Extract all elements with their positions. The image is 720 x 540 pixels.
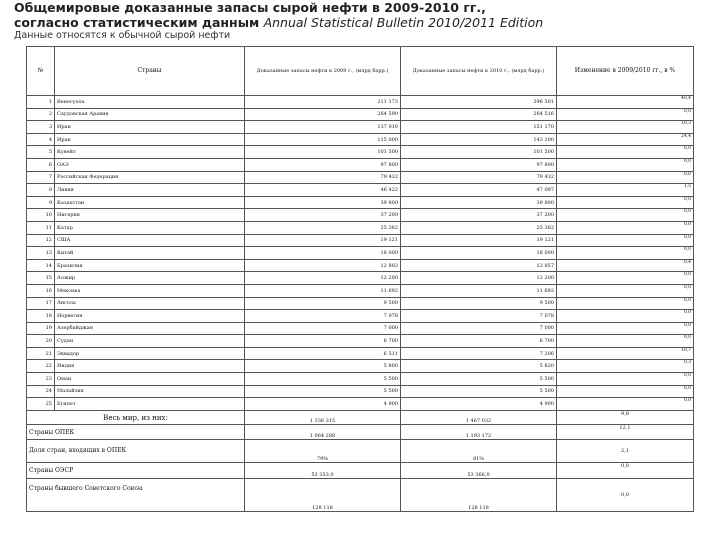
row-reserves-2009: 5 800: [245, 360, 401, 373]
row-change-pct: 0,0: [557, 209, 694, 222]
row-reserves-2009: 19 121: [245, 234, 401, 247]
row-reserves-2009: 37 200: [245, 209, 401, 222]
row-number: 11: [27, 221, 55, 234]
summary-2010: 1 193 172: [401, 425, 557, 440]
row-country: Азербайджан: [55, 322, 245, 335]
row-change-pct: 1,5: [557, 184, 694, 197]
header-change: Изменение в 2009/2010 гг., в %: [557, 47, 694, 96]
row-number: 19: [27, 322, 55, 335]
row-number: 18: [27, 310, 55, 323]
row-country: Алжир: [55, 272, 245, 285]
row-change-pct: 0,0: [557, 196, 694, 209]
row-reserves-2010: 7 206: [401, 347, 557, 360]
row-country: Эквадор: [55, 347, 245, 360]
summary-row-world: [27, 410, 694, 425]
row-country: Мексика: [55, 284, 245, 297]
row-number: 15: [27, 272, 55, 285]
row-reserves-2009: 137 010: [245, 121, 401, 134]
table-row: [27, 297, 694, 310]
summary-2010: 81%: [401, 439, 557, 462]
row-change-pct: 0,0: [557, 158, 694, 171]
table-row: [27, 284, 694, 297]
row-country: Египет: [55, 398, 245, 411]
row-reserves-2010: 264 516: [401, 108, 557, 121]
table-row: [27, 196, 694, 209]
row-change-pct: 0,0: [557, 398, 694, 411]
row-number: 2: [27, 108, 55, 121]
summary-label: Страны ОПЕК: [27, 425, 245, 440]
row-reserves-2010: 47 097: [401, 184, 557, 197]
summary-2009: 53 353,0: [245, 462, 401, 478]
summary-pct: 2,1: [557, 439, 694, 462]
row-country: Казахстан: [55, 196, 245, 209]
row-country: Китай: [55, 247, 245, 260]
row-change-pct: 0,0: [557, 322, 694, 335]
row-reserves-2009: 18 000: [245, 247, 401, 260]
summary-pct: 9,8: [557, 410, 694, 425]
row-number: 16: [27, 284, 55, 297]
row-country: Оман: [55, 373, 245, 386]
table-row: [27, 247, 694, 260]
title-line-2: [14, 15, 714, 30]
row-change-pct: 10,7: [557, 347, 694, 360]
summary-body: [27, 410, 694, 511]
summary-2010: 53 366,0: [401, 462, 557, 478]
page-subtitle: Данные относятся к обычной сырой нефти: [14, 30, 231, 41]
title-line-2-bold: согласно статистическим данным: [14, 15, 264, 30]
summary-label: Страны бывшего Советского Союза: [27, 478, 245, 511]
row-reserves-2010: 5 820: [401, 360, 557, 373]
row-change-pct: 0,0: [557, 221, 694, 234]
row-change-pct: 0,0: [557, 108, 694, 121]
row-number: 22: [27, 360, 55, 373]
row-reserves-2010: 151 170: [401, 121, 557, 134]
table-header-row: [27, 47, 694, 96]
row-reserves-2010: 19 121: [401, 234, 557, 247]
row-country: Судан: [55, 335, 245, 348]
row-reserves-2009: 79 432: [245, 171, 401, 184]
row-change-pct: 0,0: [557, 272, 694, 285]
row-reserves-2009: 39 800: [245, 196, 401, 209]
row-country: Иран: [55, 121, 245, 134]
row-number: 1: [27, 96, 55, 109]
row-country: Индия: [55, 360, 245, 373]
row-number: 23: [27, 373, 55, 386]
row-number: 3: [27, 121, 55, 134]
table-body: [27, 96, 694, 411]
summary-2009: 1 064 288: [245, 425, 401, 440]
row-change-pct: 0,0: [557, 234, 694, 247]
title-line-2-italic: Annual Statistical Bulletin 2010/2011 Edition: [263, 15, 544, 30]
row-number: 14: [27, 259, 55, 272]
summary-row-opec: [27, 425, 694, 440]
row-reserves-2010: 25 382: [401, 221, 557, 234]
row-country: Малайзия: [55, 385, 245, 398]
table-row: [27, 146, 694, 159]
row-reserves-2010: 7 000: [401, 322, 557, 335]
row-reserves-2010: 12 857: [401, 259, 557, 272]
table-row: [27, 133, 694, 146]
row-number: 24: [27, 385, 55, 398]
summary-2010: 128 118: [401, 478, 557, 511]
summary-label: Весь мир, из них:: [27, 410, 245, 425]
title-line-1: Общемировые доказанные запасы сырой нефти в 2009-2010 гг.,: [14, 0, 486, 15]
row-change-pct: 0,0: [557, 385, 694, 398]
table-row: [27, 221, 694, 234]
summary-label: Доля стран, входящих в ОПЕК: [27, 439, 245, 462]
row-number: 5: [27, 146, 55, 159]
summary-2009: 79%: [245, 439, 401, 462]
row-reserves-2010: 11 692: [401, 284, 557, 297]
row-number: 6: [27, 158, 55, 171]
row-number: 10: [27, 209, 55, 222]
row-reserves-2009: 7 000: [245, 322, 401, 335]
header-reserves-2010: Доказанные запасы нефти к 2010 г., (млрд барр.): [401, 47, 557, 96]
row-change-pct: 40,4: [557, 96, 694, 109]
summary-row-opec-share: [27, 439, 694, 462]
row-change-pct: 0,4: [557, 259, 694, 272]
summary-label: Страны ОЭСР: [27, 462, 245, 478]
row-number: 9: [27, 196, 55, 209]
summary-row-oecd: [27, 462, 694, 478]
row-reserves-2010: 7 078: [401, 310, 557, 323]
reserves-table: [26, 46, 694, 512]
table-row: [27, 158, 694, 171]
summary-2010: 1 467 032: [401, 410, 557, 425]
row-number: 17: [27, 297, 55, 310]
row-country: Российская Федерация: [55, 171, 245, 184]
header-reserves-2009: Доказанные запасы нефти к 2009 г., (млрд барр.): [245, 47, 401, 96]
row-reserves-2010: 101 500: [401, 146, 557, 159]
row-reserves-2010: 6 700: [401, 335, 557, 348]
row-reserves-2009: 115 000: [245, 133, 401, 146]
row-change-pct: 0,0: [557, 373, 694, 386]
summary-2009: 1 336 315: [245, 410, 401, 425]
header-country: Страны: [55, 47, 245, 96]
row-reserves-2009: 7 078: [245, 310, 401, 323]
row-reserves-2009: 12 200: [245, 272, 401, 285]
row-change-pct: 10,3: [557, 121, 694, 134]
row-number: 21: [27, 347, 55, 360]
row-reserves-2010: 12 200: [401, 272, 557, 285]
row-reserves-2009: 46 422: [245, 184, 401, 197]
table-row: [27, 347, 694, 360]
row-country: Кувейт: [55, 146, 245, 159]
row-reserves-2010: 18 000: [401, 247, 557, 260]
row-reserves-2010: 97 800: [401, 158, 557, 171]
table-row: [27, 385, 694, 398]
row-country: Ирак: [55, 133, 245, 146]
table-row: [27, 335, 694, 348]
row-reserves-2010: 5 500: [401, 373, 557, 386]
row-reserves-2010: 143 100: [401, 133, 557, 146]
table-row: [27, 234, 694, 247]
row-number: 12: [27, 234, 55, 247]
row-change-pct: 0,0: [557, 171, 694, 184]
summary-row-ex-ussr: [27, 478, 694, 511]
row-reserves-2010: 39 800: [401, 196, 557, 209]
table-row: [27, 108, 694, 121]
table-row: [27, 360, 694, 373]
row-number: 20: [27, 335, 55, 348]
row-change-pct: 0,0: [557, 297, 694, 310]
row-reserves-2010: 37 200: [401, 209, 557, 222]
table-row: [27, 96, 694, 109]
row-reserves-2009: 211 173: [245, 96, 401, 109]
row-change-pct: 0,0: [557, 310, 694, 323]
row-country: Ангола: [55, 297, 245, 310]
summary-2009: 128 118: [245, 478, 401, 511]
row-country: Саудовская Аравия: [55, 108, 245, 121]
row-reserves-2009: 12 802: [245, 259, 401, 272]
table-row: [27, 209, 694, 222]
row-change-pct: 24,4: [557, 133, 694, 146]
summary-pct: 12,1: [557, 425, 694, 440]
row-country: Норвегия: [55, 310, 245, 323]
row-number: 13: [27, 247, 55, 260]
row-reserves-2010: 79 432: [401, 171, 557, 184]
summary-pct: 0,0: [557, 478, 694, 511]
table-row: [27, 322, 694, 335]
table-row: [27, 398, 694, 411]
row-country: Ливия: [55, 184, 245, 197]
row-reserves-2010: 4 900: [401, 398, 557, 411]
table-row: [27, 121, 694, 134]
row-country: Венесуэла: [55, 96, 245, 109]
row-reserves-2009: 11 692: [245, 284, 401, 297]
row-reserves-2009: 6 700: [245, 335, 401, 348]
table-row: [27, 171, 694, 184]
row-number: 8: [27, 184, 55, 197]
table-row: [27, 373, 694, 386]
row-change-pct: 0,0: [557, 335, 694, 348]
row-reserves-2009: 9 500: [245, 297, 401, 310]
header-no: №: [27, 47, 55, 96]
row-reserves-2010: 5 500: [401, 385, 557, 398]
table-row: [27, 310, 694, 323]
row-reserves-2010: 296 501: [401, 96, 557, 109]
row-number: 7: [27, 171, 55, 184]
page-title: [14, 0, 714, 30]
row-reserves-2009: 4 900: [245, 398, 401, 411]
row-reserves-2009: 264 590: [245, 108, 401, 121]
row-reserves-2009: 5 500: [245, 385, 401, 398]
row-country: Нигерия: [55, 209, 245, 222]
row-change-pct: 0,0: [557, 247, 694, 260]
row-change-pct: 0,0: [557, 146, 694, 159]
row-country: США: [55, 234, 245, 247]
row-reserves-2009: 5 500: [245, 373, 401, 386]
row-reserves-2009: 101 500: [245, 146, 401, 159]
table-row: [27, 272, 694, 285]
row-change-pct: 0,3: [557, 360, 694, 373]
table-row: [27, 259, 694, 272]
row-reserves-2009: 97 800: [245, 158, 401, 171]
row-reserves-2010: 9 500: [401, 297, 557, 310]
row-number: 25: [27, 398, 55, 411]
table-row: [27, 184, 694, 197]
row-change-pct: 0,0: [557, 284, 694, 297]
row-country: Катар: [55, 221, 245, 234]
row-reserves-2009: 25 382: [245, 221, 401, 234]
row-country: Бразилия: [55, 259, 245, 272]
row-country: ОАЭ: [55, 158, 245, 171]
row-reserves-2009: 6 511: [245, 347, 401, 360]
summary-pct: 0,0: [557, 462, 694, 478]
row-number: 4: [27, 133, 55, 146]
